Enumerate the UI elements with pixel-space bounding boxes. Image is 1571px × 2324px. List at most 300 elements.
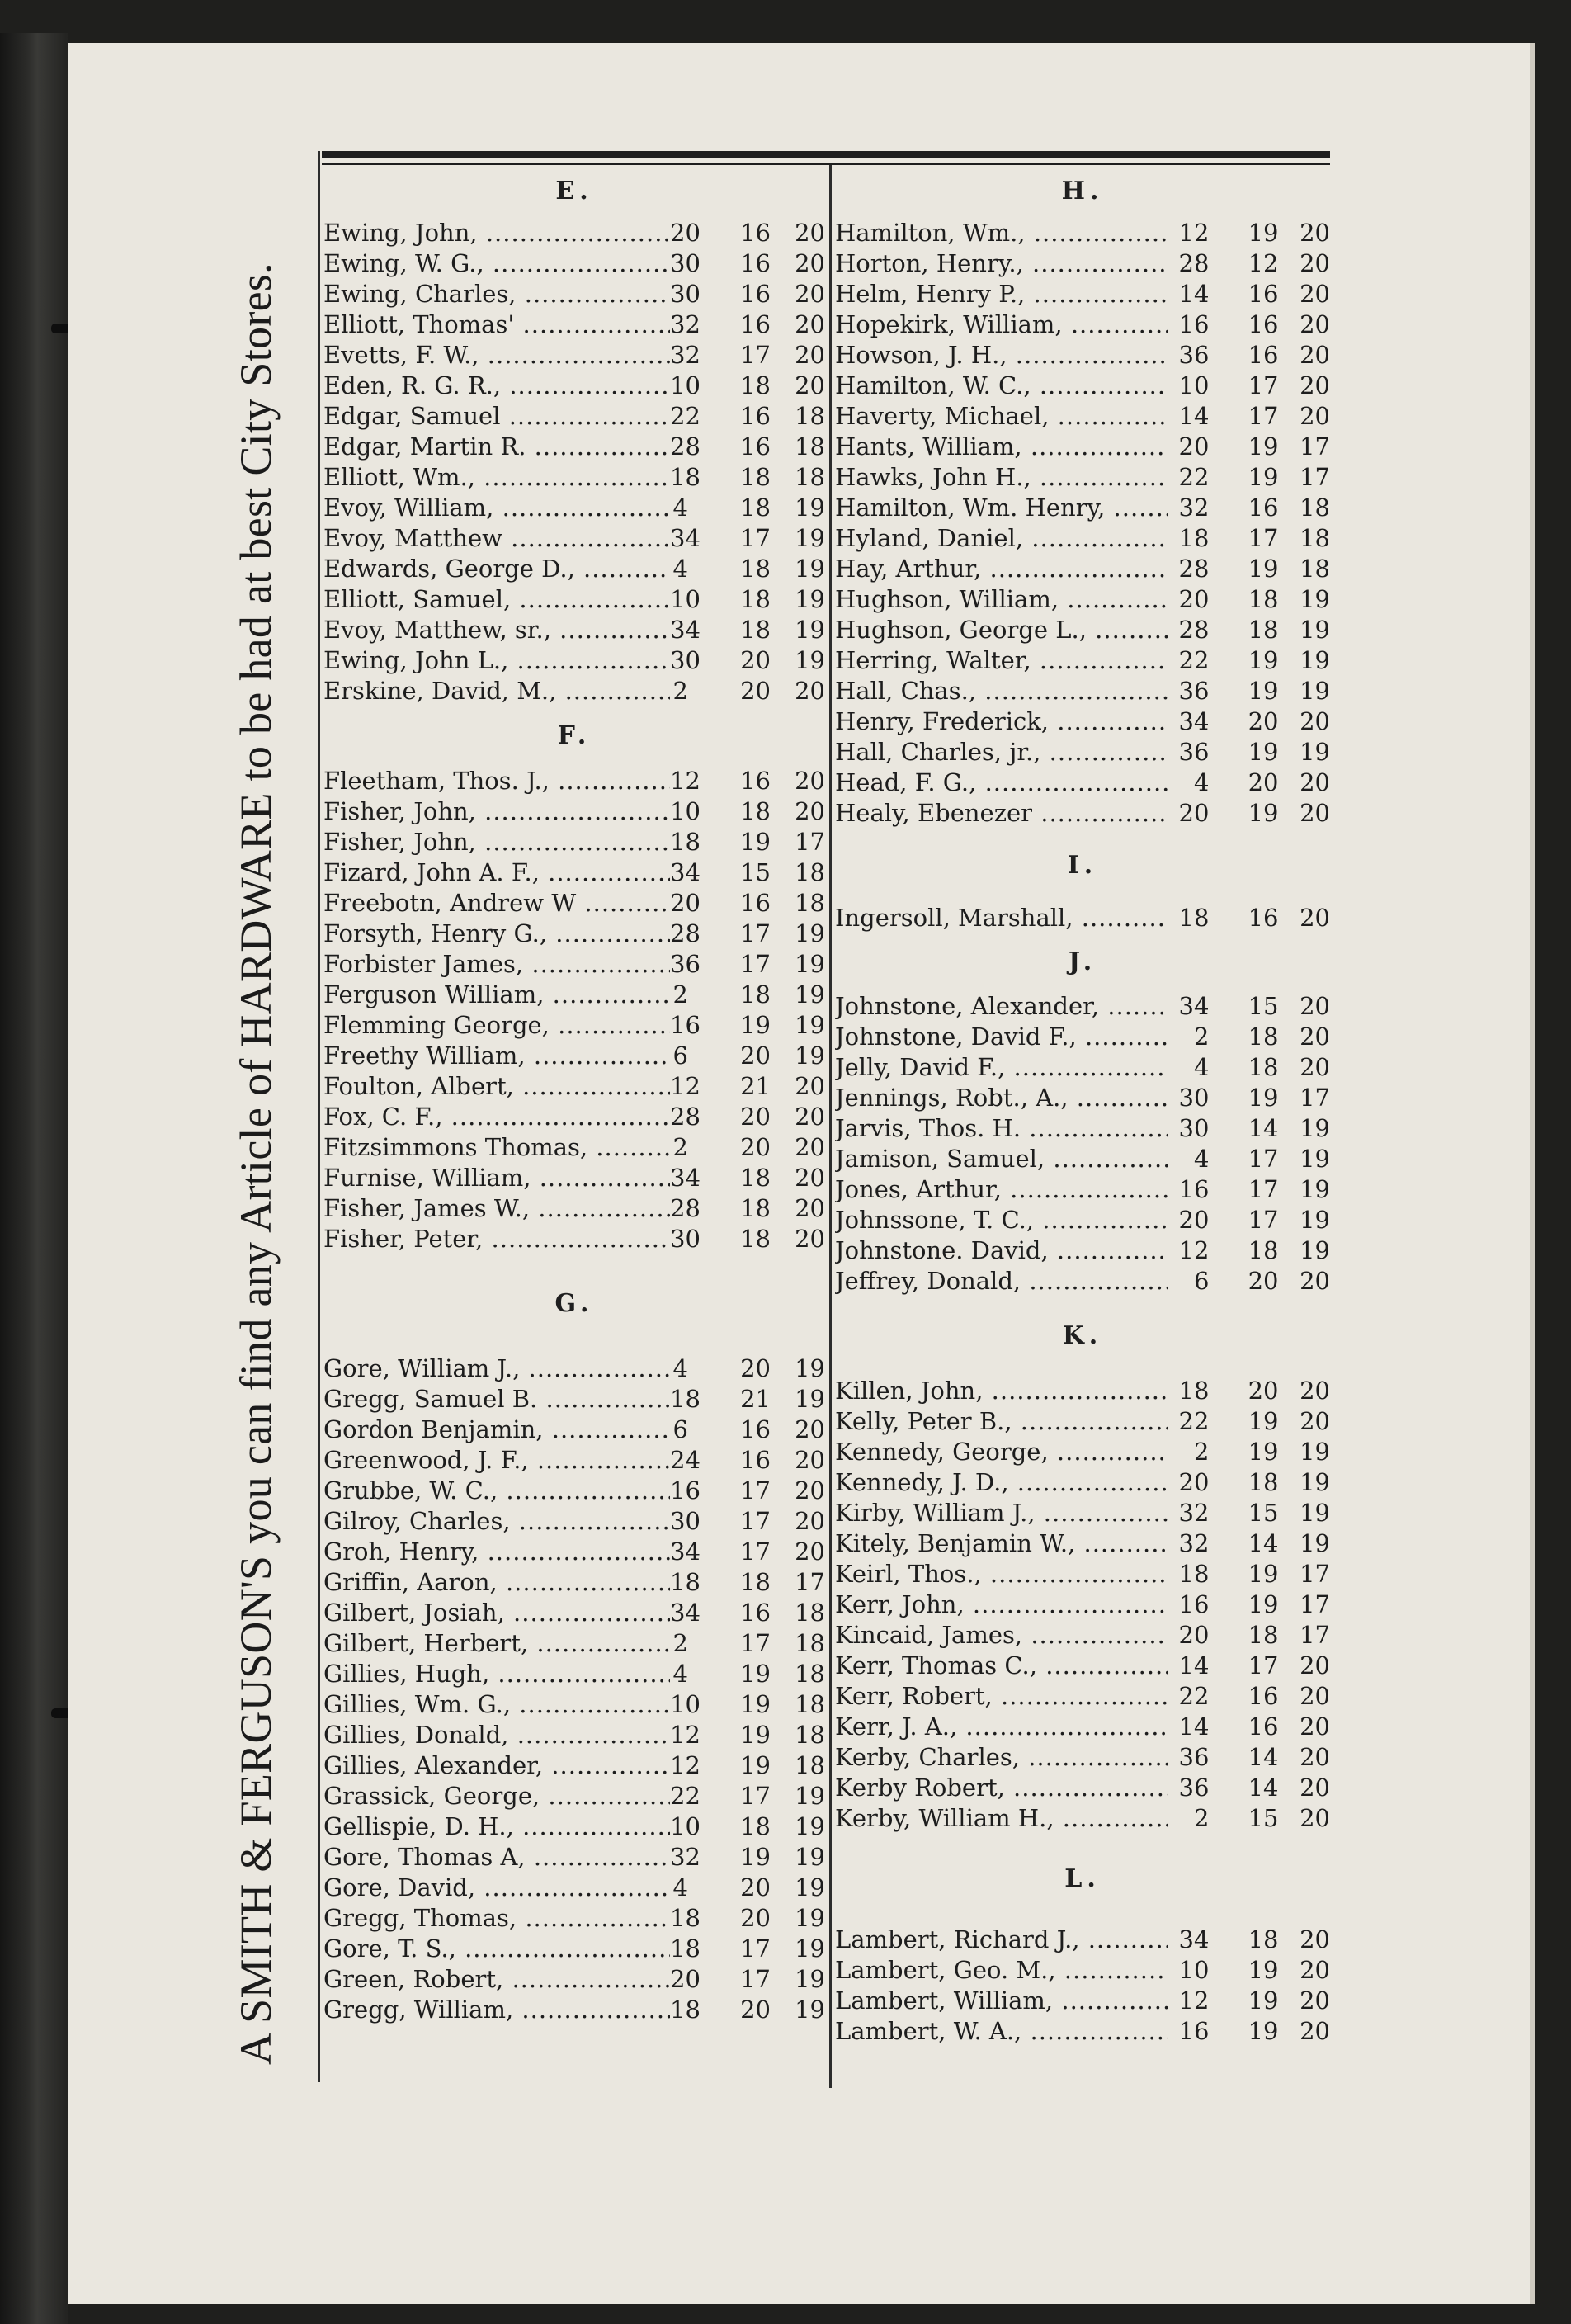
number-cell: 18 [795, 402, 825, 430]
name-cell: Fisher, John, ..... [323, 796, 670, 827]
number-cell: 20 [1300, 371, 1331, 399]
name-cell: Kennedy, George, ..... [835, 1437, 1168, 1467]
number-cell: 10 [670, 1690, 701, 1718]
number-cell: 24 [670, 1446, 701, 1474]
directory-row [835, 1986, 1330, 2016]
number-cell: 16 [740, 402, 771, 430]
number-cell: 19 [795, 1904, 825, 1932]
section-letter: J. [1068, 947, 1097, 976]
directory-row [323, 1193, 825, 1224]
directory-row [835, 903, 1330, 933]
directory-row [835, 1235, 1330, 1266]
directory-row [323, 919, 825, 949]
section-letter: G. [554, 1289, 594, 1318]
name-cell: Jones, Arthur, ..... [835, 1174, 1168, 1205]
name-cell: Forsyth, Henry G., ..... [323, 919, 670, 949]
number-cell: 17 [740, 1476, 771, 1504]
name-cell: Elliott, Thomas' ..... [323, 309, 670, 340]
directory-row [323, 1163, 825, 1193]
number-cell: 20 [740, 1873, 771, 1901]
number-cell: 16 [740, 432, 771, 461]
name-cell: Kerby, Charles, ..... [835, 1742, 1168, 1773]
binding-strip [0, 33, 68, 2324]
directory-row [835, 1498, 1330, 1528]
number-cell: 19 [1300, 1236, 1331, 1264]
directory-row [323, 766, 825, 796]
name-cell: Jamison, Samuel, ..... [835, 1144, 1168, 1174]
directory-row [323, 523, 825, 554]
number-cell: 19 [795, 555, 825, 583]
number-cell: 19 [795, 1385, 825, 1413]
name-cell: Lambert, William, ..... [835, 1986, 1168, 2016]
directory-row [835, 1925, 1330, 1955]
number-cell: 28 [670, 919, 701, 947]
number-cell: 20 [1300, 1804, 1331, 1832]
directory-row [835, 1589, 1330, 1620]
number-cell: 16 [740, 1415, 771, 1443]
directory-row [835, 1620, 1330, 1651]
directory-row [835, 1955, 1330, 1986]
number-cell: 32 [670, 1843, 701, 1871]
name-cell: Kerby Robert, ..... [835, 1773, 1168, 1803]
number-cell: 18 [1248, 1468, 1279, 1496]
number-cell: 14 [1248, 1774, 1279, 1802]
number-cell: 18 [740, 463, 771, 491]
number-cell: 19 [740, 1660, 771, 1688]
directory-row [835, 218, 1330, 248]
name-cell: Johnssone, T. C., ..... [835, 1205, 1168, 1235]
directory-row [835, 1083, 1330, 1113]
number-cell: 4 [672, 555, 688, 583]
number-cell: 20 [1300, 341, 1331, 369]
name-cell: Furnise, William, ..... [323, 1163, 670, 1193]
number-cell: 18 [795, 889, 825, 917]
name-cell: Kerby, William H., ..... [835, 1803, 1168, 1834]
number-cell: 20 [1300, 1023, 1331, 1051]
directory-row [323, 1567, 825, 1598]
directory-row [835, 1742, 1330, 1773]
name-cell: Erskine, David, M., ..... [323, 676, 670, 706]
number-cell: 21 [740, 1385, 771, 1413]
name-cell: Freebotn, Andrew W ..... [323, 888, 670, 919]
number-cell: 18 [740, 1194, 771, 1222]
number-cell: 32 [670, 341, 701, 369]
name-cell: Ewing, Charles, ..... [323, 279, 670, 309]
directory-row [323, 554, 825, 584]
number-cell: 19 [1300, 1114, 1331, 1142]
directory-row [323, 1506, 825, 1537]
number-cell: 19 [1248, 1956, 1279, 1984]
number-cell: 36 [1178, 341, 1210, 369]
directory-row [323, 1659, 825, 1689]
number-cell: 19 [795, 494, 825, 522]
name-cell: Fleetham, Thos. J., ..... [323, 766, 670, 796]
number-cell: 16 [1248, 341, 1279, 369]
number-cell: 18 [670, 463, 701, 491]
number-cell: 20 [1300, 1267, 1331, 1295]
number-cell: 18 [795, 432, 825, 461]
number-cell: 2 [672, 980, 688, 1008]
directory-row [323, 1598, 825, 1628]
number-cell: 20 [795, 1072, 825, 1100]
number-cell: 18 [1300, 524, 1331, 552]
directory-row [323, 309, 825, 340]
directory-row [835, 1773, 1330, 1803]
name-cell: Greenwood, J. F., ..... [323, 1445, 670, 1476]
name-cell: Head, F. G., ..... [835, 768, 1168, 798]
number-cell: 36 [1178, 1774, 1210, 1802]
number-cell: 20 [1300, 2017, 1331, 2045]
directory-row [323, 1476, 825, 1506]
name-cell: Gordon Benjamin, ..... [323, 1415, 670, 1445]
directory-row [323, 218, 825, 248]
number-cell: 19 [1248, 463, 1279, 491]
directory-row [835, 798, 1330, 829]
number-cell: 20 [1300, 1774, 1331, 1802]
number-cell: 18 [670, 828, 701, 856]
directory-row [835, 737, 1330, 768]
name-cell: Forbister James, ..... [323, 949, 670, 980]
number-cell: 16 [1248, 904, 1279, 932]
number-cell: 16 [1178, 2017, 1210, 2045]
directory-row [323, 1415, 825, 1445]
number-cell: 19 [740, 1721, 771, 1749]
number-cell: 28 [670, 432, 701, 461]
number-cell: 18 [795, 1629, 825, 1657]
name-cell: Kerr, John, ..... [835, 1589, 1168, 1620]
number-cell: 16 [740, 889, 771, 917]
name-cell: Kelly, Peter B., ..... [835, 1406, 1168, 1437]
number-cell: 12 [1248, 249, 1279, 277]
number-cell: 22 [1178, 463, 1210, 491]
directory-row [323, 584, 825, 615]
directory-row [835, 279, 1330, 309]
name-cell: Evoy, Matthew ..... [323, 523, 670, 554]
name-cell: Gillies, Hugh, ..... [323, 1659, 670, 1689]
number-cell: 12 [670, 1072, 701, 1100]
number-cell: 6 [672, 1042, 688, 1070]
number-cell: 20 [740, 646, 771, 674]
number-cell: 20 [795, 1538, 825, 1566]
number-cell: 20 [740, 1996, 771, 2024]
name-cell: Fizard, John A. F., ..... [323, 857, 670, 888]
directory-row [323, 1537, 825, 1567]
directory-row [323, 1689, 825, 1720]
number-cell: 19 [1300, 585, 1331, 613]
directory-row [835, 493, 1330, 523]
number-cell: 16 [1178, 310, 1210, 338]
number-cell: 20 [795, 1225, 825, 1253]
number-cell: 18 [740, 494, 771, 522]
number-cell: 36 [1178, 677, 1210, 705]
directory-row [323, 1842, 825, 1873]
name-cell: Hay, Arthur, ..... [835, 554, 1168, 584]
directory-row [323, 1964, 825, 1995]
number-cell: 34 [670, 1538, 701, 1566]
name-cell: Keirl, Thos., ..... [835, 1559, 1168, 1589]
directory-row [323, 645, 825, 676]
number-cell: 34 [670, 524, 701, 552]
directory-row [323, 493, 825, 523]
number-cell: 20 [1300, 992, 1331, 1020]
number-cell: 19 [795, 1782, 825, 1810]
directory-row [323, 401, 825, 432]
name-cell: Grassick, George, ..... [323, 1781, 670, 1811]
number-cell: 19 [795, 646, 825, 674]
left-column [323, 165, 825, 2025]
number-cell: 36 [670, 950, 701, 978]
number-cell: 4 [1193, 768, 1210, 796]
number-cell: 20 [670, 219, 701, 247]
number-cell: 20 [1300, 1407, 1331, 1435]
number-cell: 18 [740, 1164, 771, 1192]
number-cell: 20 [1300, 280, 1331, 308]
name-cell: Ingersoll, Marshall, ..... [835, 903, 1168, 933]
number-cell: 18 [795, 858, 825, 886]
name-cell: Elliott, Samuel, ..... [323, 584, 670, 615]
name-cell: Edgar, Samuel ..... [323, 401, 670, 432]
name-cell: Gore, T. S., ..... [323, 1934, 670, 1964]
number-cell: 20 [1300, 799, 1331, 827]
number-cell: 19 [795, 980, 825, 1008]
number-cell: 2 [1193, 1804, 1210, 1832]
name-cell: Gregg, Thomas, ..... [323, 1903, 670, 1934]
number-cell: 6 [672, 1415, 688, 1443]
name-cell: Helm, Henry P., ..... [835, 279, 1168, 309]
directory-row [323, 1750, 825, 1781]
name-cell: Ewing, John L., ..... [323, 645, 670, 676]
number-cell: 17 [740, 919, 771, 947]
number-cell: 17 [1248, 371, 1279, 399]
number-cell: 19 [1300, 1206, 1331, 1234]
number-cell: 18 [740, 371, 771, 399]
number-cell: 32 [1178, 1499, 1210, 1527]
number-cell: 20 [1300, 310, 1331, 338]
number-cell: 32 [1178, 494, 1210, 522]
number-cell: 19 [1248, 1590, 1279, 1618]
name-cell: Killen, John, ..... [835, 1376, 1168, 1406]
number-cell: 19 [795, 1812, 825, 1840]
number-cell: 17 [740, 341, 771, 369]
number-cell: 17 [1300, 1560, 1331, 1588]
number-cell: 17 [795, 828, 825, 856]
number-cell: 12 [1178, 1236, 1210, 1264]
name-cell: Hall, Charles, jr., ..... [835, 737, 1168, 768]
name-cell: Horton, Henry., ..... [835, 248, 1168, 279]
name-cell: Gilbert, Herbert, ..... [323, 1628, 670, 1659]
number-cell: 30 [1178, 1084, 1210, 1112]
name-cell: Evoy, William, ..... [323, 493, 670, 523]
directory-row [323, 1102, 825, 1132]
directory-row [323, 1995, 825, 2025]
name-cell: Ewing, John, ..... [323, 218, 670, 248]
number-cell: 4 [672, 1873, 688, 1901]
number-cell: 18 [1178, 1560, 1210, 1588]
number-cell: 19 [1248, 1407, 1279, 1435]
section-letter: E. [555, 177, 593, 205]
number-cell: 18 [795, 1599, 825, 1627]
name-cell: Grubbe, W. C., ..... [323, 1476, 670, 1506]
number-cell: 19 [1248, 1560, 1279, 1588]
directory-row [835, 615, 1330, 645]
name-cell: Herring, Walter, ..... [835, 645, 1168, 676]
name-cell: Kitely, Benjamin W., ..... [835, 1528, 1168, 1559]
number-cell: 18 [670, 1568, 701, 1596]
number-cell: 16 [1178, 1590, 1210, 1618]
number-cell: 16 [1248, 1712, 1279, 1741]
directory-row [323, 1628, 825, 1659]
number-cell: 30 [670, 1507, 701, 1535]
number-cell: 19 [740, 1843, 771, 1871]
directory-row [835, 1022, 1330, 1052]
directory-row [835, 1406, 1330, 1437]
number-cell: 16 [1178, 1175, 1210, 1203]
directory-row [323, 888, 825, 919]
number-cell: 18 [740, 797, 771, 825]
name-cell: Henry, Frederick, ..... [835, 706, 1168, 737]
number-cell: 20 [1248, 1377, 1279, 1405]
number-cell: 19 [740, 828, 771, 856]
number-cell: 16 [670, 1476, 701, 1504]
number-cell: 17 [795, 1568, 825, 1596]
number-cell: 16 [1248, 494, 1279, 522]
number-cell: 20 [795, 767, 825, 795]
directory-row [835, 706, 1330, 737]
name-cell: Lambert, W. A., ..... [835, 2016, 1168, 2047]
name-cell: Lambert, Geo. M., ..... [835, 1955, 1168, 1986]
number-cell: 19 [1248, 219, 1279, 247]
number-cell: 20 [795, 1194, 825, 1222]
name-cell: Gellispie, D. H., ..... [323, 1811, 670, 1842]
number-cell: 19 [1300, 1468, 1331, 1496]
number-cell: 19 [795, 1996, 825, 2024]
name-cell: Kirby, William J., ..... [835, 1498, 1168, 1528]
number-cell: 16 [1248, 280, 1279, 308]
number-cell: 19 [1248, 555, 1279, 583]
number-cell: 17 [740, 1507, 771, 1535]
section-letter: K. [1062, 1321, 1103, 1350]
number-cell: 19 [795, 1011, 825, 1039]
number-cell: 18 [670, 1934, 701, 1963]
directory-row [835, 1144, 1330, 1174]
number-cell: 19 [740, 1011, 771, 1039]
number-cell: 20 [1300, 1682, 1331, 1710]
number-cell: 14 [1178, 280, 1210, 308]
directory-row [323, 1010, 825, 1041]
number-cell: 19 [1300, 738, 1331, 766]
number-cell: 20 [795, 341, 825, 369]
number-cell: 17 [1300, 1590, 1331, 1618]
number-cell: 19 [1248, 738, 1279, 766]
name-cell: Ferguson William, ..... [323, 980, 670, 1010]
number-cell: 20 [1300, 1743, 1331, 1771]
directory-row [835, 584, 1330, 615]
name-cell: Howson, J. H., ..... [835, 340, 1168, 371]
number-cell: 19 [740, 1751, 771, 1779]
number-cell: 19 [795, 1354, 825, 1382]
number-cell: 20 [1300, 707, 1331, 735]
number-cell: 18 [795, 1721, 825, 1749]
name-cell: Ewing, W. G., ..... [323, 248, 670, 279]
number-cell: 18 [1248, 1023, 1279, 1051]
directory-row [323, 1811, 825, 1842]
number-cell: 4 [672, 494, 688, 522]
directory-row [323, 949, 825, 980]
number-cell: 16 [740, 767, 771, 795]
number-cell: 19 [740, 1690, 771, 1718]
number-cell: 10 [670, 371, 701, 399]
directory-row [835, 523, 1330, 554]
name-cell: Hopekirk, William, ..... [835, 309, 1168, 340]
directory-row [835, 1528, 1330, 1559]
directory-row [323, 827, 825, 857]
number-cell: 14 [1178, 1712, 1210, 1741]
number-cell: 20 [795, 1415, 825, 1443]
number-cell: 20 [1300, 219, 1331, 247]
directory-row [323, 1873, 825, 1903]
number-cell: 17 [1300, 463, 1331, 491]
name-cell: Gilroy, Charles, ..... [323, 1506, 670, 1537]
directory-row [323, 1132, 825, 1163]
name-cell: Healy, Ebenezer ..... [835, 798, 1168, 829]
number-cell: 16 [740, 310, 771, 338]
number-cell: 20 [1300, 1651, 1331, 1679]
name-cell: Groh, Henry, ..... [323, 1537, 670, 1567]
number-cell: 19 [1248, 432, 1279, 461]
number-cell: 19 [1248, 1438, 1279, 1466]
directory-row [323, 1224, 825, 1254]
number-cell: 19 [795, 1934, 825, 1963]
number-cell: 10 [670, 797, 701, 825]
number-cell: 20 [1300, 904, 1331, 932]
name-cell: Gore, Thomas A, ..... [323, 1842, 670, 1873]
name-cell: Lambert, Richard J., ..... [835, 1925, 1168, 1955]
directory-row [323, 1445, 825, 1476]
directory-row [323, 676, 825, 706]
section-letter: L. [1064, 1864, 1101, 1893]
number-cell: 18 [670, 1385, 701, 1413]
number-cell: 20 [795, 1103, 825, 1131]
name-cell: Edwards, George D., ..... [323, 554, 670, 584]
number-cell: 19 [795, 524, 825, 552]
name-cell: Foulton, Albert, ..... [323, 1071, 670, 1102]
number-cell: 20 [1300, 768, 1331, 796]
number-cell: 18 [1178, 904, 1210, 932]
number-cell: 19 [795, 919, 825, 947]
number-cell: 36 [1178, 738, 1210, 766]
name-cell: Gilbert, Josiah, ..... [323, 1598, 670, 1628]
number-cell: 16 [1248, 310, 1279, 338]
number-cell: 18 [1248, 585, 1279, 613]
directory-row [835, 340, 1330, 371]
number-cell: 10 [670, 1812, 701, 1840]
directory-row [835, 1113, 1330, 1144]
number-cell: 14 [1248, 1114, 1279, 1142]
column-divider [829, 165, 832, 2088]
number-cell: 18 [740, 1568, 771, 1596]
name-cell: Jarvis, Thos. H. ..... [835, 1113, 1168, 1144]
name-cell: Jelly, David F., ..... [835, 1052, 1168, 1083]
number-cell: 18 [670, 1996, 701, 2024]
directory-row [835, 1205, 1330, 1235]
number-cell: 28 [1178, 249, 1210, 277]
name-cell: Kerr, Thomas C., ..... [835, 1651, 1168, 1681]
number-cell: 19 [795, 616, 825, 644]
number-cell: 20 [1178, 1621, 1210, 1649]
name-cell: Hamilton, Wm. Henry, ..... [835, 493, 1168, 523]
number-cell: 18 [795, 463, 825, 491]
number-cell: 34 [1178, 707, 1210, 735]
